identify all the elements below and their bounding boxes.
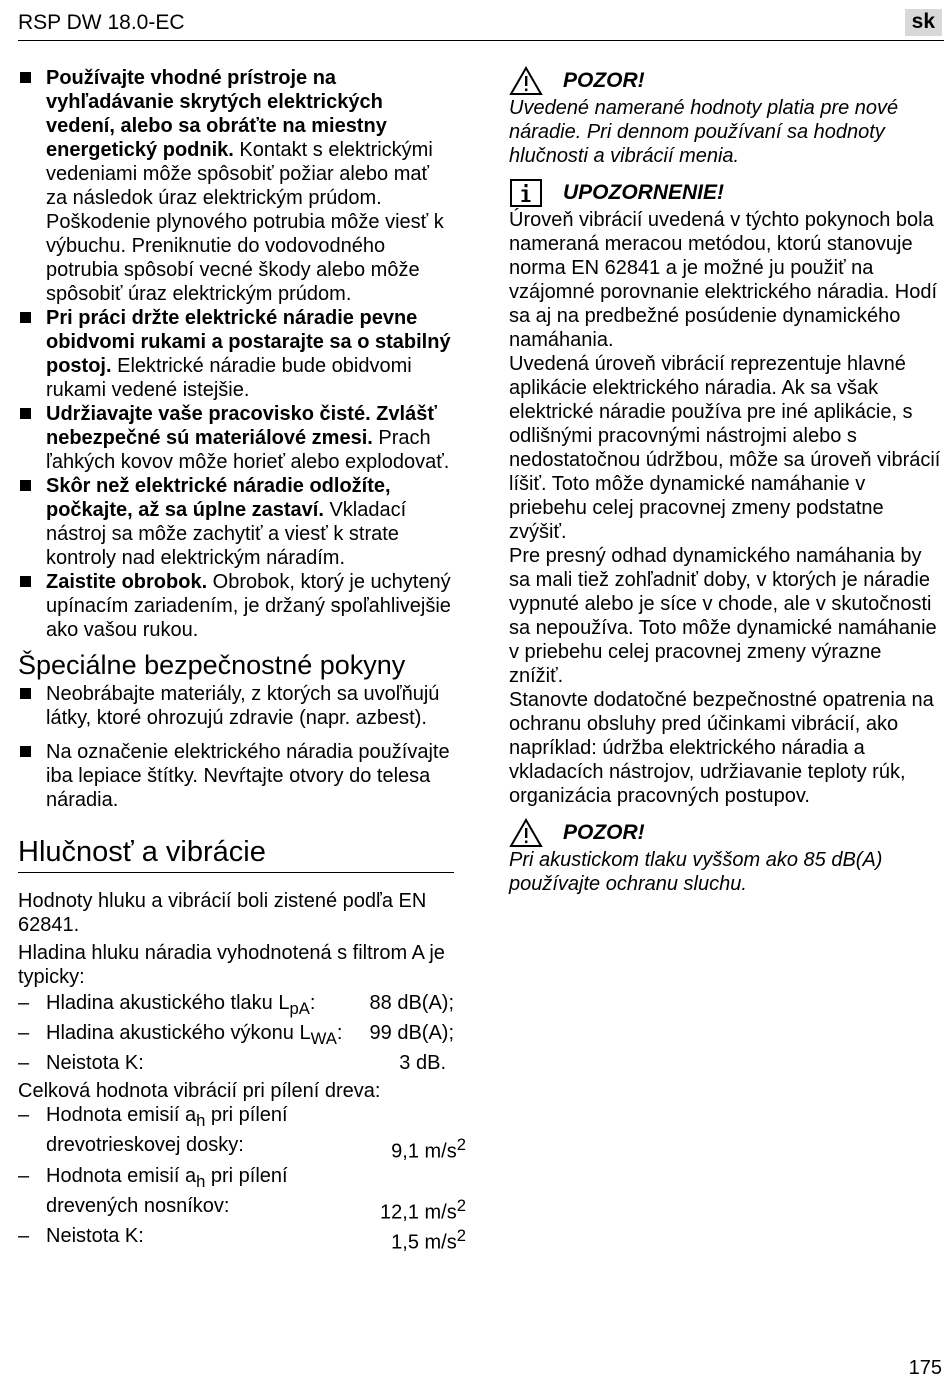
warning-header — [509, 818, 941, 848]
vibration-row-beams: – Hodnota emisií $a_h$ pri pílení drevených nosníkov: 12,1 $m/s^2$ — [18, 1164, 466, 1224]
noise-pressure-row: – Hladina akustického tlaku $L_{pA}$: 88 dB(A); — [18, 992, 454, 1018]
bullet-item: Udržiavajte vaše pracovisko čisté. Zvlášť nebezpečné sú materiálové zmesi. Prach ľahkých kovov môže horieť alebo explodovať. — [18, 402, 454, 474]
vibration-uncertainty-row: – Neistota K: 1,5 $m/s^2$ — [18, 1225, 466, 1254]
note-paragraph: Pre presný odhad dynamického namáhania by sa mali tiež zohľadniť doby, v ktorých je náradie vypnuté alebo je síce v chode, ale v skutočnosti sa nepoužíva. Toto môže dynamické namáhanie v priebehu celej pracovnej zmeny výrazne znížiť. — [509, 545, 937, 687]
bullet-item: Zaistite obrobok. Obrobok, ktorý je uchytený upínacím zariadením, je držaný spoľahlivejšie ako vašou rukou. — [18, 570, 454, 642]
page-number: 175 — [908, 1357, 942, 1379]
bullet-item: Na označenie elektrického náradia používajte iba lepiace štítky. Nevŕtajte otvory do telesa náradia. — [18, 740, 454, 812]
bullet-item: Pri práci držte elektrické náradie pevne obidvomi rukami a postarajte sa o stabilný postoj. Elektrické náradie bude obidvomi rukami vedené istejšie. — [18, 306, 454, 402]
vibration-intro: Celková hodnota vibrácií pri pílení dreva: — [18, 1080, 381, 1102]
bullet-item: Neobrábajte materiály, z ktorých sa uvoľňujú látky, ktoré ohrozujú zdravie (napr. azbest). — [18, 682, 454, 730]
language-badge: sk — [905, 9, 942, 36]
bullet-item: Používajte vhodné prístroje na vyhľadávanie skrytých elektrických vedení, alebo sa obráťte na miestny energetický podnik. Kontakt s elektrickými vedeniami môže spôsobiť požiar alebo mať za následok úraz elektrickým prúdom. Poškodenie plynového potrubia môže viesť k výbuchu. Preniknutie do vodovodného potrubia spôsobí vecné škody alebo môže spôsobiť úraz elektrickým prúdom. — [18, 66, 454, 306]
warning-text: Uvedené namerané hodnoty platia pre nové náradie. Pri dennom používaní sa hodnoty hlučnosti a vibrácií menia. — [509, 97, 899, 167]
safety-bullet-list — [18, 66, 454, 642]
warning-triangle-icon — [509, 66, 543, 96]
warning-title: POZOR! — [563, 69, 645, 92]
noise-uncertainty-row: – Neistota K: 3 dB. — [18, 1052, 446, 1074]
vibration-row-chipboard: – Hodnota emisií $a_h$ pri pílení drevotrieskovej dosky: 9,1 $m/s^2$ — [18, 1104, 466, 1163]
page-header — [18, 6, 944, 41]
warning-title: POZOR! — [563, 821, 645, 844]
note-paragraph: Uvedená úroveň vibrácií reprezentuje hlavné aplikácie elektrického náradia. Ak sa však elektrické náradie používa pre iné aplikácie, s odlišnými pracovnými nástrojmi alebo s nedostatočnou údržbou, môže sa úroveň vibrácií líšiť. Toto môže dynamické namáhanie v priebehu celej pracovnej zmeny podstatne zvýšiť. — [509, 353, 941, 543]
note-title: UPOZORNENIE! — [563, 181, 725, 204]
right-column — [509, 66, 941, 896]
model-name: RSP DW 18.0-EC — [18, 11, 185, 34]
note-header — [509, 178, 941, 208]
bullet-item: Skôr než elektrické náradie odložíte, počkajte, až sa úplne zastaví. Vkladací nástroj sa môže zachytiť a viesť k strate kontroly nad elektrickým náradím. — [18, 474, 454, 570]
warning-text: Pri akustickom tlaku vyššom ako 85 dB(A) používajte ochranu sluchu. — [509, 849, 883, 895]
noise-power-row: – Hladina akustického výkonu $L_{WA}$: 99 dB(A); — [18, 1022, 454, 1048]
left-column — [18, 66, 466, 1255]
noise-filter-text: Hladina hluku náradia vyhodnotená s filtrom A je typicky: — [18, 942, 445, 988]
noise-intro: Hodnoty hluku a vibrácií boli zistené podľa EN 62841. — [18, 890, 427, 936]
info-icon — [509, 178, 543, 208]
note-paragraph: Úroveň vibrácií uvedená v týchto pokynoch bola nameraná meracou metódou, ktorú stanovuje norma EN 62841 a je možné ju použiť na vzájomné porovnanie elektrického náradia. Hodí sa aj na predbežné posúdenie dynamického namáhania. — [509, 209, 938, 351]
section-title-special: Špeciálne bezpečnostné pokyny — [18, 650, 406, 680]
section-title-noise: Hlučnosť a vibrácie — [18, 836, 454, 873]
warning-triangle-icon — [509, 818, 543, 848]
warning-header — [509, 66, 941, 96]
note-paragraph: Stanovte dodatočné bezpečnostné opatrenia na ochranu obsluhy pred účinkami vibrácií, ako napríklad: údržba elektrického náradia a vkladacích nástrojov, udržiavanie teploty rúk, organizácia pracovných postupov. — [509, 689, 934, 807]
